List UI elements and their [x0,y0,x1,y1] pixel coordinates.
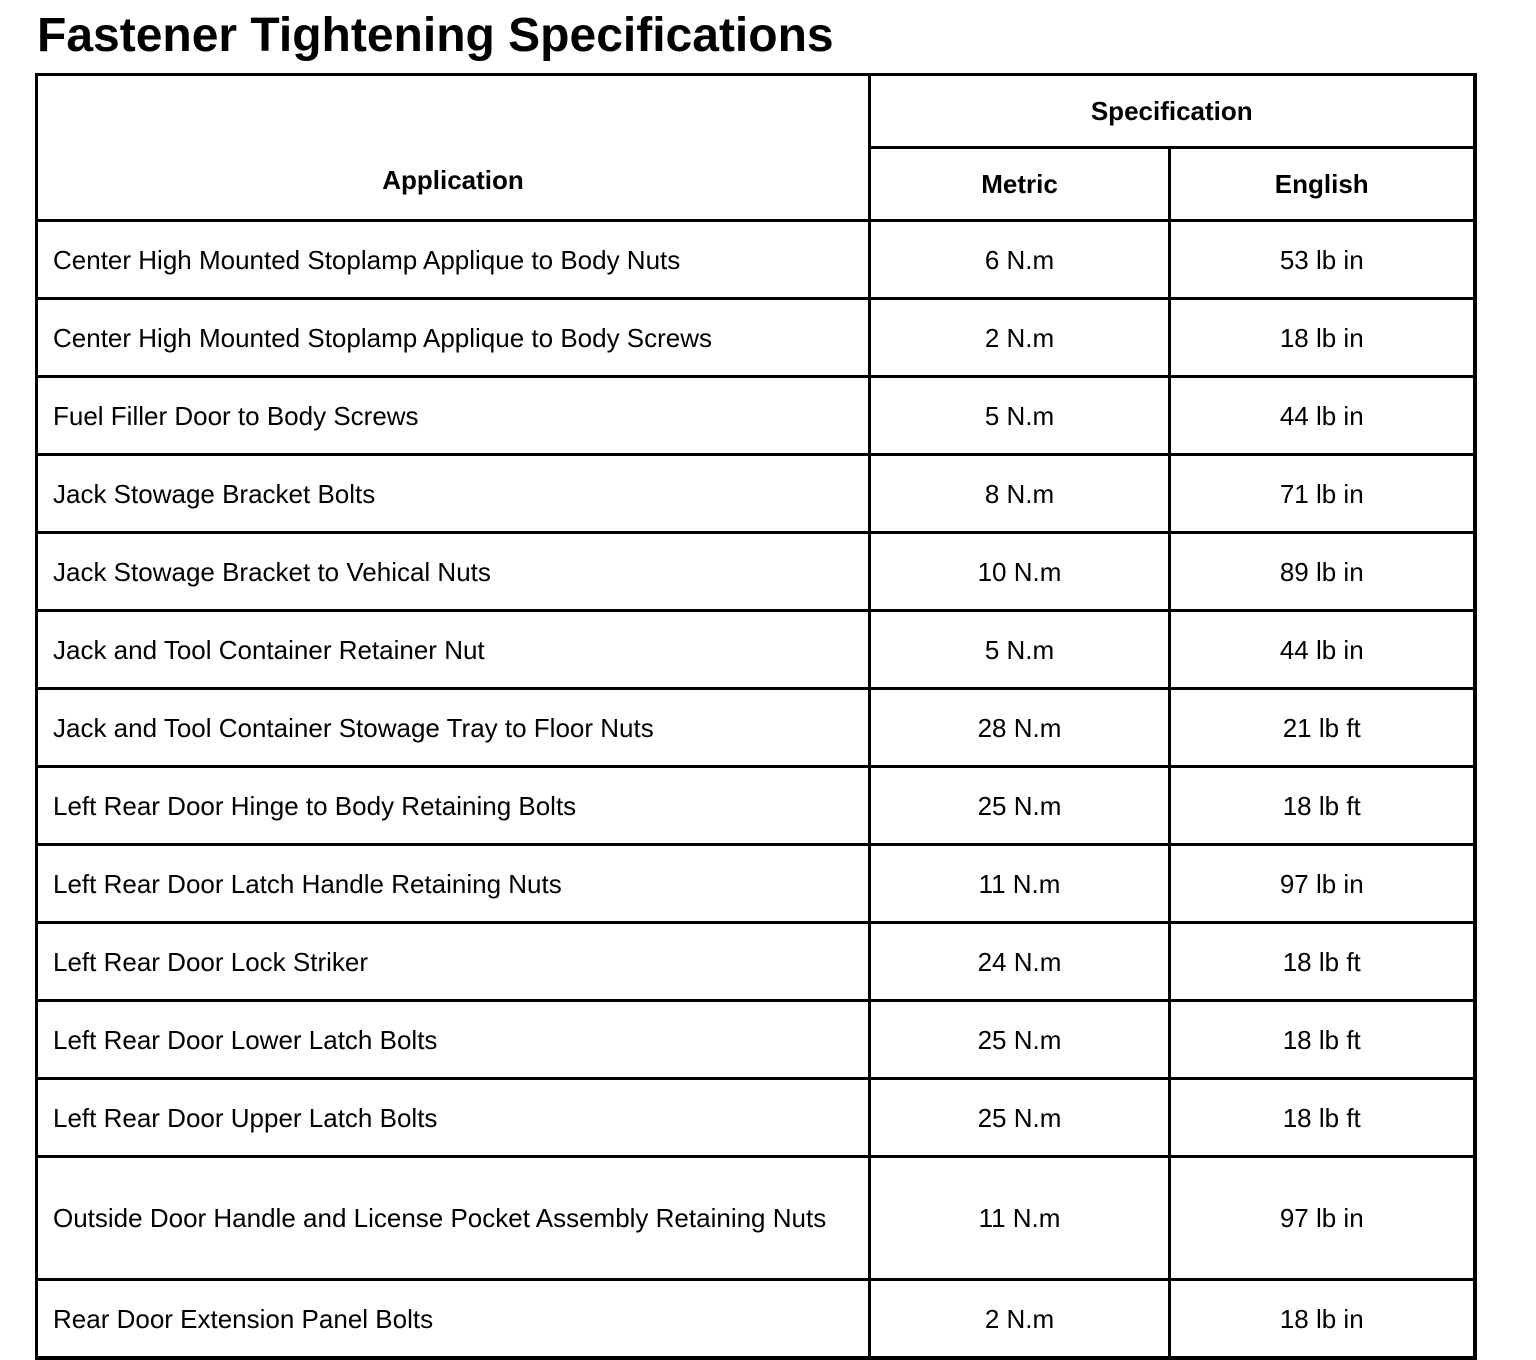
application-cell: Left Rear Door Lower Latch Bolts [37,1001,870,1079]
table-body [37,221,1475,1359]
table-row [37,923,1475,1001]
table-row [37,221,1475,299]
table-row [37,1079,1475,1157]
metric-cell: 24 N.m [870,923,1170,1001]
metric-cell: 10 N.m [870,533,1170,611]
application-cell: Jack and Tool Container Retainer Nut [37,611,870,689]
application-cell: Fuel Filler Door to Body Screws [37,377,870,455]
application-cell: Left Rear Door Hinge to Body Retaining Bolts [37,767,870,845]
metric-cell: 5 N.m [870,377,1170,455]
table-row [37,533,1475,611]
metric-cell: 6 N.m [870,221,1170,299]
application-cell: Left Rear Door Latch Handle Retaining Nuts [37,845,870,923]
column-header-application: Application [37,75,870,221]
metric-cell: 11 N.m [870,1157,1170,1280]
table-header [37,75,1475,221]
column-header-english: English [1170,148,1475,221]
application-cell: Rear Door Extension Panel Bolts [37,1280,870,1359]
english-cell: 18 lb ft [1170,923,1475,1001]
english-cell: 97 lb in [1170,1157,1475,1280]
english-cell: 53 lb in [1170,221,1475,299]
application-cell: Center High Mounted Stoplamp Applique to Body Nuts [37,221,870,299]
application-cell: Jack Stowage Bracket to Vehical Nuts [37,533,870,611]
english-cell: 18 lb ft [1170,1079,1475,1157]
english-cell: 18 lb ft [1170,767,1475,845]
fastener-spec-table [35,73,1477,1360]
application-cell: Outside Door Handle and License Pocket Assembly Retaining Nuts [37,1157,870,1280]
table-row [37,689,1475,767]
english-cell: 18 lb in [1170,299,1475,377]
application-cell: Jack Stowage Bracket Bolts [37,455,870,533]
english-cell: 44 lb in [1170,377,1475,455]
english-cell: 97 lb in [1170,845,1475,923]
table-row [37,845,1475,923]
table-row [37,377,1475,455]
english-cell: 18 lb in [1170,1280,1475,1359]
english-cell: 71 lb in [1170,455,1475,533]
table-row [37,611,1475,689]
application-cell: Left Rear Door Lock Striker [37,923,870,1001]
page-title: Fastener Tightening Specifications [37,9,834,62]
metric-cell: 25 N.m [870,1001,1170,1079]
table-row [37,767,1475,845]
metric-cell: 11 N.m [870,845,1170,923]
column-group-header-specification: Specification [870,75,1475,148]
application-cell: Jack and Tool Container Stowage Tray to Floor Nuts [37,689,870,767]
metric-cell: 28 N.m [870,689,1170,767]
metric-cell: 2 N.m [870,1280,1170,1359]
application-cell: Center High Mounted Stoplamp Applique to Body Screws [37,299,870,377]
metric-cell: 25 N.m [870,767,1170,845]
english-cell: 21 lb ft [1170,689,1475,767]
table-row [37,455,1475,533]
english-cell: 18 lb ft [1170,1001,1475,1079]
header-row-top [37,75,1475,148]
application-cell: Left Rear Door Upper Latch Bolts [37,1079,870,1157]
metric-cell: 25 N.m [870,1079,1170,1157]
column-header-metric: Metric [870,148,1170,221]
metric-cell: 5 N.m [870,611,1170,689]
table-row [37,299,1475,377]
english-cell: 44 lb in [1170,611,1475,689]
table-row [37,1157,1475,1280]
metric-cell: 2 N.m [870,299,1170,377]
metric-cell: 8 N.m [870,455,1170,533]
table-row [37,1001,1475,1079]
english-cell: 89 lb in [1170,533,1475,611]
table-row [37,1280,1475,1359]
